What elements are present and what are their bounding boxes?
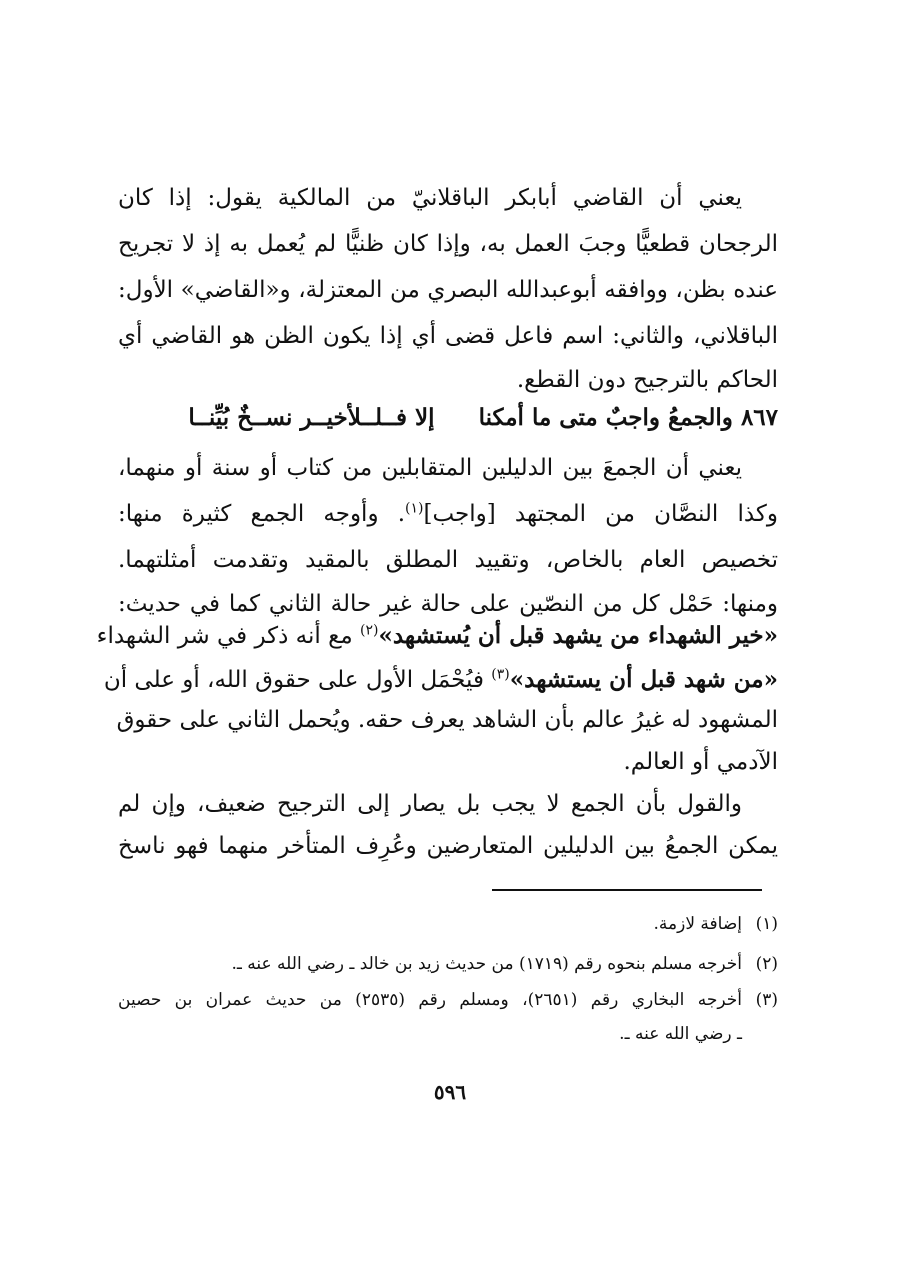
body-line: عنده بظن، ووافقه أبوعبدالله البصري من المعتزلة، و«القاضي» الأول:: [118, 277, 778, 303]
body-text: فيُحْمَل الأول على حقوق الله، أو على أن: [103, 667, 492, 693]
footnote-number: (٣): [755, 990, 778, 1010]
body-line: يعني أن الجمعَ بين الدليلين المتقابلين من كتاب أو سنة أو منهما،: [118, 455, 742, 481]
body-line: [118, 494, 778, 534]
footnote-text-continuation: ـ رضي الله عنه ـ.: [619, 1024, 742, 1044]
body-line: الحاكم بالترجيح دون القطع.: [516, 367, 778, 393]
body-line: المشهود له غيرُ عالم بأن الشاهد يعرف حقه. ويُحمل الثاني على حقوق: [116, 707, 778, 733]
body-line: الباقلاني، والثاني: اسم فاعل قضى أي إذا يكون الظن هو القاضي أي: [118, 323, 778, 349]
footnote-number: (١): [755, 914, 778, 934]
body-text: مع أنه ذكر في شر الشهداء: [96, 623, 360, 649]
body-line: ومنها: حَمْل كل من النصّين على حالة غير حالة الثاني كما في حديث:: [118, 591, 778, 617]
body-line: [103, 660, 778, 700]
body-line: [96, 616, 778, 656]
page-number: ٥٩٦: [433, 1080, 467, 1104]
footnote-text: أخرجه البخاري رقم (٢٦٥١)، ومسلم رقم (٢٥٣٥) من حديث عمران بن حصين: [118, 990, 742, 1010]
body-line: يمكن الجمعُ بين الدليلين المتعارضين وعُرِف المتأخر منهما فهو ناسخ: [118, 833, 778, 859]
verse-number: ٨٦٧: [740, 404, 778, 431]
footnote-separator: [492, 889, 762, 891]
hadith-quote: «من شهد قبل أن يستشهد»: [509, 666, 778, 693]
verse-first-hemistich: والجمعُ واجبٌ متى ما أمكنا: [478, 404, 733, 431]
footnote-ref: (١): [405, 500, 424, 517]
body-line: يعني أن القاضي أبابكر الباقلانيّ من المالكية يقول: إذا كان: [118, 185, 742, 211]
footnote-number: (٢): [755, 954, 778, 974]
body-text: وكذا النصَّان من المجتهد [واجب]: [423, 501, 778, 527]
body-text: . وأوجه الجمع كثيرة منها:: [118, 501, 406, 527]
footnote-text: إضافة لازمة.: [653, 914, 742, 934]
verse-second-hemistich: إلا فــلــلأخيــر نســخٌ بُيِّنــا: [188, 404, 435, 431]
footnote-ref: (٢): [359, 622, 379, 639]
hadith-quote: «خير الشهداء من يشهد قبل أن يُستشهد»: [378, 622, 778, 649]
body-line: الآدمي أو العالم.: [623, 749, 778, 775]
body-line: الرجحان قطعيًّا وجبَ العمل به، وإذا كان ظنيًّا لم يُعمل به إذ لا تجريح: [118, 231, 778, 257]
footnote-ref: (٣): [491, 666, 510, 683]
body-line: تخصيص العام بالخاص، وتقييد المطلق بالمقيد وتقدمت أمثلتهما.: [118, 547, 778, 573]
verse-line: [118, 398, 778, 438]
body-line: والقول بأن الجمع لا يجب بل يصار إلى الترجيح ضعيف، وإن لم: [118, 791, 742, 817]
footnote-text: أخرجه مسلم بنحوه رقم (١٧١٩) من حديث زيد بن خالد ـ رضي الله عنه ـ.: [231, 954, 742, 974]
